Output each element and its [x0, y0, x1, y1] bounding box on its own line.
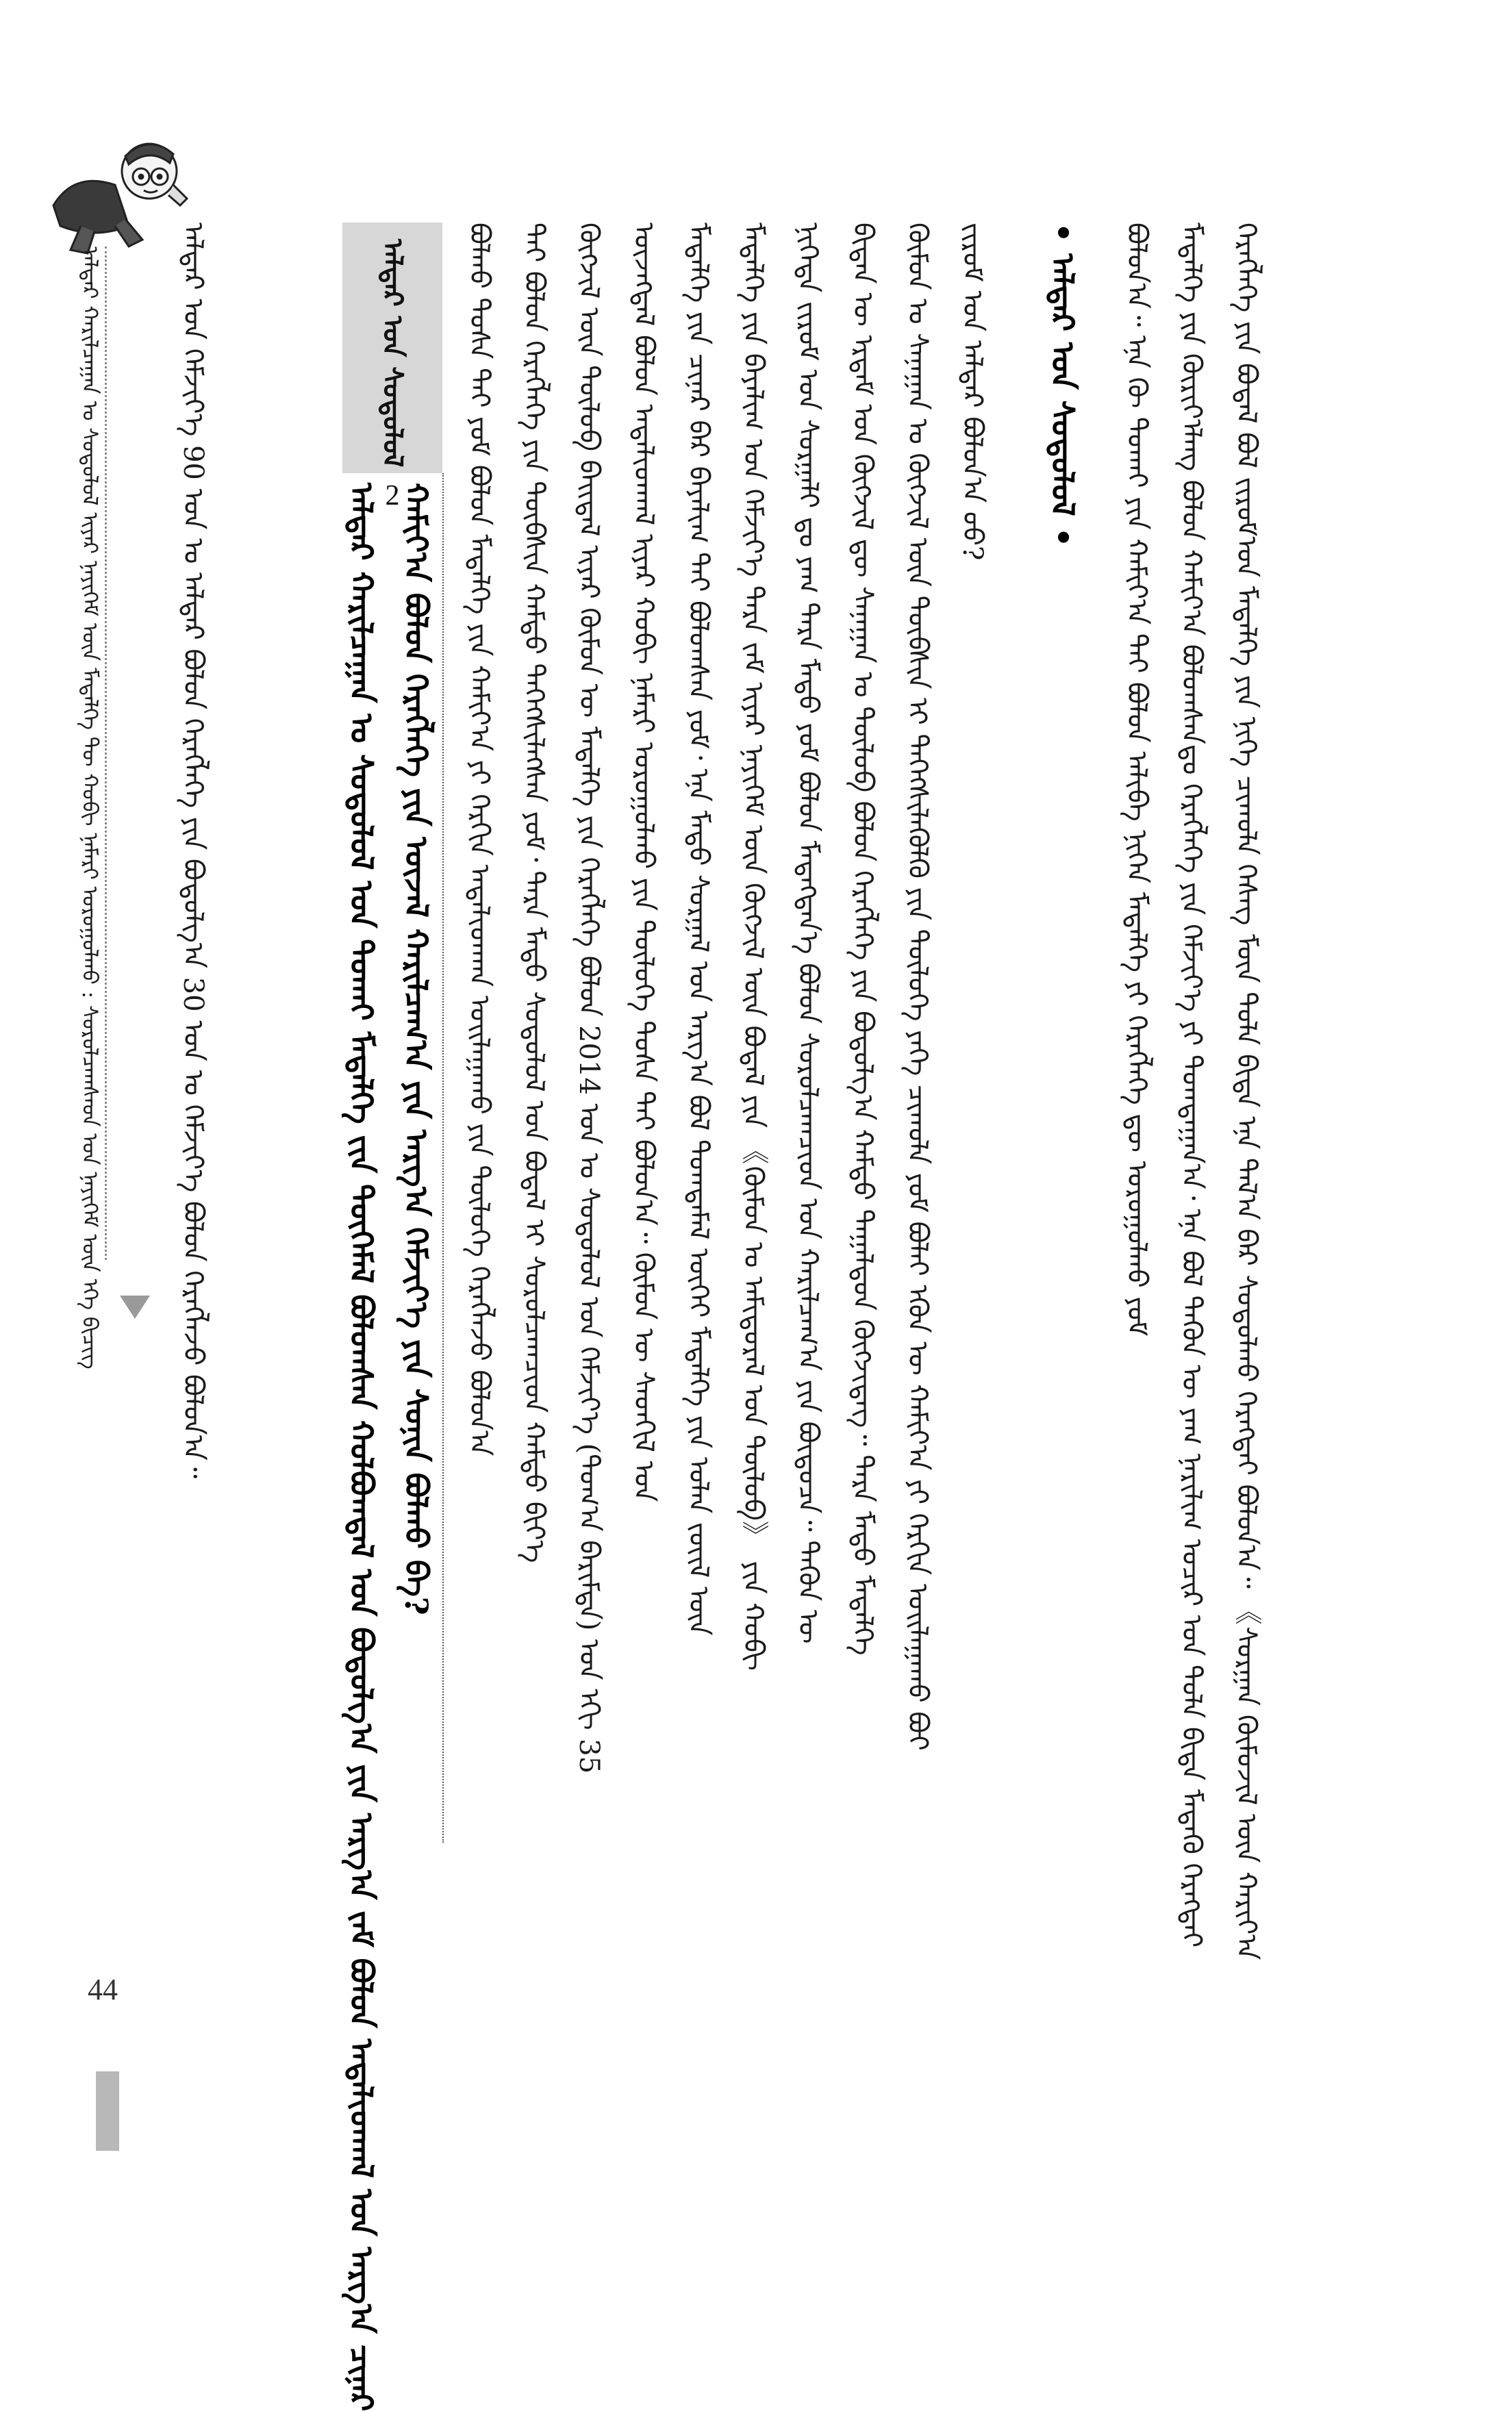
bullet-heading: • ᠠᠯᠳᠠᠷ ᠤᠨ ᠰᠤᠳᠤᠯᠤᠯ •: [1044, 223, 1081, 548]
section-number: 2: [385, 480, 400, 512]
body-column: ᠪᠢᠳᠡᠨ ᠦ ᠡᠷᠳᠡᠮ ᠤᠨ ᠬᠥᠭᠵᠢᠯ ᠳᠦ ᠰᠠᠨᠠᠭᠠᠨ ᠤ ᠲᠥᠯᠦᠪ ᠪᠣᠯᠤᠨ ᠬᠡᠷᠡᠭᠯᠡᠭᠡ ᠶᠢᠨ ᠪᠣᠳᠣᠯᠭ᠎ᠠ ᠬᠠᠮᠲᠤ ᠳᠠᠭᠠᠯᠳᠤᠨ ᠬᠥᠭᠵᠢᠳᠡᠭ᠃ ᠲᠡᠷᠡ ᠮᠡᠲᠦ ᠮᠡᠳᠡᠯᠭᠡ: [847, 223, 879, 1656]
running-head: ᠠᠯᠳᠠᠷ ᠬᠠᠷᠢᠯᠴᠠᠭᠠᠨ ᠤ ᠰᠤᠳᠤᠯᠤᠯ ᠢᠶᠠᠷ ᠨᠡᠶᠢᠭᠡᠮ ᠦᠨ ᠮᠡᠳᠡᠯᠭᠡ ᠲᠦ ᠬᠤᠪᠢ ᠨᠡᠮᠡᠷᠢ ᠣᠷᠣᠭᠤᠯᠬᠤ : ᠰᠤᠷᠤᠯᠴᠠᠭᠰᠠᠳ ᠤᠨ ᠨᠡᠶᠢᠭᠡᠮ ᠦᠨ ᠡᠬᠡ ᠪᠢᠴᠢᠭ: [77, 247, 102, 1369]
body-column: ᠮᠡᠳᠡᠯᠭᠡ ᠶᠢᠨ ᠪᠠᠶᠠᠯᠢᠭ ᠤᠨ ᠬᠡᠮᠵᠢᠶ᠎ᠡ ᠲᠡᠷᠡ ᠵᠠᠮ ᠢᠶᠠᠷ ᠨᠡᠶᠢᠭᠡᠮ ᠦᠨ ᠬᠥᠭᠵᠢᠯ ᠦᠨ ᠪᠤᠳᠠᠯ ᠶᠢᠨ 《ᠬᠦᠮᠦᠨ ᠤ ᠠᠮᠢᠳᠤᠷᠠᠯ ᠤᠨ ᠲᠥᠯᠦᠪ》 ᠶᠢᠨ ᠬᠤᠪᠢ: [738, 223, 769, 1671]
body-column: ᠬᠡᠷᠡᠭᠯᠡᠭᠡ ᠶᠢᠨ ᠪᠤᠳᠠᠯ ᠪᠣᠯ ᠵᠢᠷᠤᠮ᠎ᠤᠨ ᠮᠡᠳᠡᠯᠭᠡ ᠶᠢᠨ ᠨᠢᠭᠡ ᠴᠢᠬᠤᠯᠠ ᠬᠡᠰᠡᠭ ᠮᠥᠨ ᠲᠤᠯᠠ ᠪᠢᠳᠡ ᠡᠨᠡ ᠲᠠᠯ᠎ᠠ ᠪᠠᠷ ᠰᠤᠳᠤᠯᠬᠤ ᠬᠡᠷᠡᠭᠲᠡᠢ ᠪᠣᠯᠤᠨ᠎ᠠ᠃ 《ᠰᠤᠷᠭᠠᠨ ᠬᠦᠮᠦᠵᠢᠯ ᠦᠨ ᠬᠠᠷᠢᠶ᠎ᠠ: [1231, 223, 1262, 1960]
body-column: ᠮᠡᠳᠡᠯᠭᠡ ᠶᠢᠨ ᠬᠦᠷᠢᠶ᠎ᠡᠯᠡᠩ ᠪᠣᠯᠤᠨ ᠬᠠᠮᠢᠶ᠎ᠠ ᠪᠣᠯᠤᠭᠰᠠᠨ᠎ᠳᠤ ᠬᠡᠷᠡᠭᠯᠡᠭᠡ ᠶᠢᠨ ᠬᠡᠮᠵᠢᠶ᠎ᠡ ᠶᠢ ᠲᠣᠭᠲᠠᠭᠠᠨ᠎ᠠ᠂ ᠡᠨᠡ ᠪᠣᠯ ᠲᠡᠭᠦᠨ ᠦ ᠶᠠᠭ ᠨᠠᠷᠢᠯᠢᠭ ᠤᠴᠢᠷ ᠤᠨ ᠲᠤᠯᠠ ᠪᠢᠳᠡ ᠮᠡᠳᠡᠬᠦ ᠬᠡᠷᠡᠭᠲᠡᠢ: [1176, 223, 1207, 1948]
body-column: ᠵᠢᠷᠤᠮ ᠤᠨ ᠠᠯᠳᠠᠷ ᠪᠣᠯᠤᠨ᠎ᠠ ᠦᠦ?: [957, 223, 988, 561]
section-title-line-1: ᠠᠯᠳᠠᠷ ᠬᠠᠷᠢᠯᠴᠠᠭᠠᠨ ᠤ ᠰᠤᠳᠤᠯᠤᠯ ᠤᠨ ᠲᠤᠬᠠᠢ ᠮᠡᠳᠡᠯᠭᠡ ᠵᠢᠨ ᠲᠦᠭᠡᠮᠡᠯ ᠪᠣᠯᠣᠭᠰᠠᠨ ᠬᠣᠯᠪᠣᠭᠳᠠᠯ ᠤᠨ ᠪᠣᠳᠣᠯᠭ᠎ᠠ ᠶᠢᠨ ᠠᠷᠭ᠎ᠠ ᠵᠠᠮ ᠪᠣᠯᠤᠨ ᠠᠳᠠᠯᠢᠳᠬᠠᠯ ᠤᠨ ᠠᠷᠭ᠎ᠠ ᠴᠢᠨᠠᠷ: [343, 483, 380, 2411]
body-column: ᠪᠣᠯᠤᠨ᠎ᠠ᠃ ᠡᠨᠡ ᠬᠦ ᠲᠤᠬᠠᠢ ᠶᠢᠨ ᠬᠠᠮᠢᠶ᠎ᠠ ᠲᠠᠶ ᠪᠣᠯᠤᠨ ᠠᠯᠢᠪᠠ ᠨᠢᠭᠡᠨ ᠮᠡᠳᠡᠯᠭᠡ ᠶᠢ ᠬᠡᠷᠡᠭᠯᠡᠭᠡ ᠳᠦ ᠣᠷᠣᠭᠤᠯᠬᠤ ᠶᠤᠮ: [1121, 223, 1152, 1337]
page-edge-tab: [96, 2071, 119, 2151]
body-column: ᠬᠦᠮᠦᠨ ᠤ ᠰᠠᠨᠠᠭᠠᠨ ᠤ ᠬᠦᠭᠵᠢᠯ ᠦᠨ ᠲᠦᠪᠰᠢᠨ ᠢ ᠳᠡᠭᠡᠭᠰᠢᠯᠡᠭᠦᠯᠬᠦ ᠶᠢᠨ ᠲᠥᠯᠦᠭᠡ ᠶᠡᠬᠡ ᠴᠢᠬᠤᠯᠠ ᠶᠤᠮ ᠪᠣᠯᠠᠶ ᠡᠭᠦᠨ ᠦ ᠬᠠᠮᠢᠶ᠎ᠠ ᠶᠢ ᠬᠡᠷᠬᠢᠨ ᠣᠢᠯᠠᠭᠠᠬᠤ ᠪᠤᠢ: [902, 223, 933, 1751]
body-column: ᠬᠦᠭᠵᠢᠯ ᠦᠨ ᠲᠥᠯᠦᠪ ᠪᠠᠢᠳᠠᠯ ᠢᠶᠠᠷ ᠬᠦᠮᠦᠨ ᠦ ᠮᠡᠳᠡᠯᠭᠡ ᠶᠢᠨ ᠬᠡᠷᠡᠭᠯᠡᠭᠡ ᠪᠣᠯᠤᠨ 2014 ᠣᠨ ᠤ ᠰᠤᠳᠤᠯᠤᠯ ᠤᠨ ᠬᠡᠮᠵᠢᠶ᠎ᠡ (ᠲᠣᠭ᠎ᠠ ᠪᠠᠷᠢᠮᠲᠠ) ᠤᠨ ᠡᠬᠢ 35: [573, 223, 605, 1774]
triangle-marker-icon: [120, 1296, 150, 1319]
body-column: ᠪᠣᠯᠬᠤ ᠲᠤᠰᠠ ᠲᠠᠢ ᠶᠤᠮ ᠪᠣᠯᠤᠨ ᠮᠡᠳᠡᠯᠭᠡ ᠶᠢᠨ ᠬᠠᠮᠢᠶ᠎ᠠ ᠶᠢ ᠬᠡᠷᠬᠢᠨ ᠠᠳᠠᠯᠢᠳᠬᠠᠨ ᠣᠢᠯᠠᠭᠠᠬᠤ ᠶᠢᠨ ᠲᠥᠯᠦᠭᠡ ᠬᠡᠷᠡᠭᠯᠡᠵᠦ ᠪᠣᠯᠤᠨ᠎ᠠ: [464, 223, 495, 1456]
body-column: ᠦᠵᠡᠭᠳᠡᠯ ᠪᠣᠯᠤᠨ ᠠᠳᠠᠯᠢᠳᠬᠠᠯ ᠢᠶᠠᠷ ᠬᠤᠪᠢ ᠨᠡᠮᠡᠷᠢ ᠣᠷᠣᠭᠤᠯᠬᠤ ᠶᠢᠨ ᠲᠥᠯᠦᠭᠡ ᠲᠤᠰᠠ ᠲᠠᠢ ᠪᠣᠯᠤᠨ᠎ᠠ᠃ ᠬᠦᠮᠦᠨ ᠦ ᠰᠡᠳᠬᠢᠯ ᠤᠨ: [628, 223, 659, 1502]
body-column: ᠠᠯᠳᠠᠷ ᠤᠨ ᠬᠡᠮᠵᠢᠶ᠎ᠡ 90 ᠣᠨ ᠤ ᠠᠯᠳᠠᠷ ᠪᠣᠯᠤᠨ ᠬᠡᠷᠡᠭᠯᠡᠭᠡ ᠶᠢᠨ ᠪᠣᠳᠣᠯᠭ᠎ᠠ 30 ᠣᠨ ᠤ ᠬᠡᠮᠵᠢᠶ᠎ᠡ ᠪᠣᠯᠤᠨ ᠬᠡᠷᠡᠭᠯᠡᠵᠦ ᠪᠣᠯᠤᠨ᠎ᠠ᠃: [177, 223, 209, 1479]
section-dotted-rule: [442, 473, 444, 1843]
page-number: 44: [88, 1973, 118, 2006]
section-heading-box: [342, 223, 442, 512]
section-heading: ᠠᠯᠳᠠᠷ ᠤᠨ ᠰᠤᠳᠤᠯᠤᠯ: [377, 239, 409, 468]
body-column: ᠨᠢᠭᠡᠲᠡ ᠵᠢᠷᠤᠮ ᠤᠨ ᠰᠤᠷᠭᠠᠯᠢ ᠳᠤ ᠶᠠᠭ ᠲᠡᠷᠡ ᠮᠡᠲᠦ ᠶᠤᠮ ᠪᠣᠯᠤᠨ ᠮᠡᠳᠡᠭᠳᠡᠨ᠎ᠡ ᠪᠣᠯᠤᠨ ᠰᠤᠷᠤᠯᠴᠠᠭᠴᠢᠳ ᠤᠨ ᠬᠠᠷᠢᠯᠴᠠᠭ᠎ᠠ ᠶᠢᠨ ᠪᠦᠲᠦᠴᠡ᠃ ᠲᠡᠭᠦᠨ ᠦ: [792, 223, 824, 1644]
body-column: ᠲᠠᠢ ᠪᠣᠯᠤᠨ ᠬᠡᠷᠡᠭᠯᠡᠭᠡ ᠶᠢᠨ ᠲᠦᠪᠰᠢᠨ ᠬᠠᠮᠲᠤ ᠳᠡᠭᠡᠭᠰᠢᠯᠡᠭᠰᠡᠨ ᠶᠤᠮ᠂ ᠲᠡᠷᠡ ᠮᠡᠲᠦ ᠰᠤᠳᠤᠯᠤᠯ ᠤᠨ ᠪᠤᠳᠠᠯ ᠢ ᠰᠤᠷᠤᠯᠴᠠᠭᠴᠢᠳ ᠬᠠᠮᠲᠤ ᠪᠢᠶ᠎ᠡ: [518, 223, 550, 1563]
student-mascot-illustration: [33, 123, 190, 260]
body-column: ᠮᠡᠳᠡᠯᠭᠡ ᠶᠢᠨ ᠴᠢᠨᠠᠷ ᠪᠡᠷ ᠪᠠᠶᠠᠯᠢᠭ ᠲᠠᠢ ᠪᠣᠯᠤᠭᠰᠠᠨ ᠶᠤᠮ᠂ ᠡᠨᠡ ᠮᠡᠲᠦ ᠰᠤᠷᠭᠠᠯ ᠤᠨ ᠠᠷᠭ᠎ᠠ ᠪᠣᠯ ᠲᠣᠭᠲᠠᠮᠠᠯ ᠦᠭᠡᠢ ᠮᠡᠳᠡᠯᠭᠡ ᠶᠢᠨ ᠣᠯᠠᠨ ᠵᠦᠢᠯ ᠦᠨ: [683, 223, 714, 1636]
section-title-line-2: ᠬᠠᠮᠢᠶ᠎ᠠ ᠪᠣᠯᠤᠨ ᠬᠡᠷᠡᠭᠯᠡᠭᠡ ᠶᠢᠨ ᠦᠵᠡᠯ ᠬᠠᠷᠢᠯᠴᠠᠭ᠎ᠠ ᠶᠢᠨ ᠠᠷᠭ᠎ᠠ ᠬᠡᠮᠵᠢᠶ᠎ᠡ ᠶᠢᠨ ᠰᠣᠨᠢᠨ ᠪᠣᠯᠬᠤ ᠪᠠ?: [398, 483, 435, 1615]
margin-dotted-rule: [105, 247, 107, 1260]
